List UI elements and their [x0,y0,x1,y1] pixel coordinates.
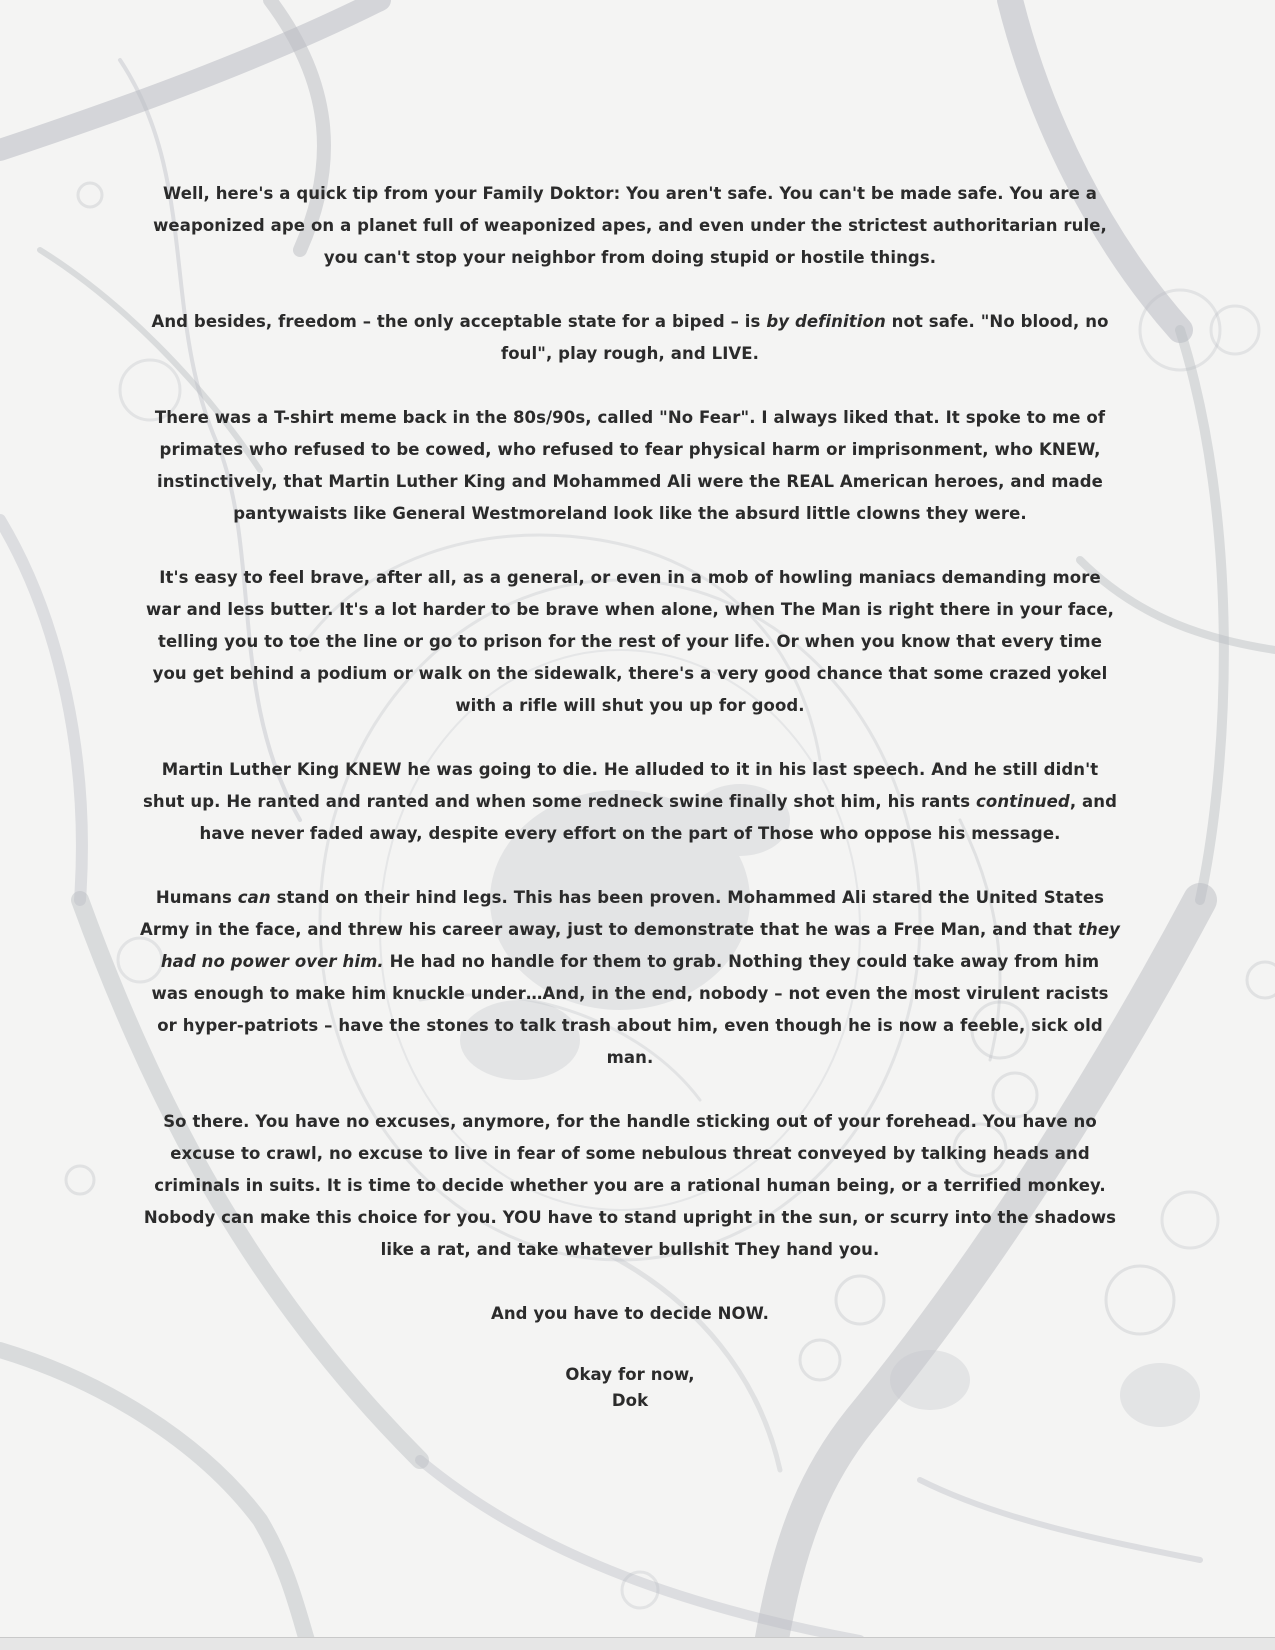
paragraph-4-text: It's easy to feel brave, after all, as a general, or even in a mob of howling maniacs demanding more war and less butter. It's a lot harder to be brave when alone, when The Man is right there in your face, telling you to toe the line or go to prison for the rest of your life. Or when you know that every time you get behind a podium or walk on the sidewalk, there's a very good chance that some crazed yokel with a rifle will shut you up for good. [145,568,1115,715]
paragraph-3-text: There was a T-shirt meme back in the 80s/90s, called "No Fear". I always liked that. It spoke to me of primates who refused to be cowed, who refused to fear physical harm or imprisonment, who KNEW, instinctively, that Martin Luther King and Mohammed Ali were the REAL American heroes, and made pantywaists like General Westmoreland look like the absurd little clowns they were. [154,408,1106,523]
signature-text: Dok [611,1391,649,1410]
paragraph-2-text-b: not safe. "No blood, no foul", play rough, and LIVE. [500,312,1109,363]
paragraph-2 [140,306,1120,370]
paragraph-5-text-a: Martin Luther King KNEW he was going to die. He alluded to it in his last speech. And he still didn't shut up. He ranted and ranted and when some redneck swine finally shot him, his rants [142,760,1099,811]
paragraph-7-text: So there. You have no excuses, anymore, for the handle sticking out of your forehead. You have no excuse to crawl, no excuse to live in fear of some nebulous threat conveyed by talking heads and criminals in suits. It is time to decide whether you are a rational human being, or a terrified monkey. Nobody can make this choice for you. YOU have to stand upright in the sun, or scurry into the shadows like a rat, and take whatever bullshit They hand you. [143,1112,1117,1259]
paragraph-1-text: Well, here's a quick tip from your Family Doktor: You aren't safe. You can't be made safe. You are a weaponized ape on a planet full of weaponized apes, and even under the strictest authoritarian rule, you can't stop your neighbor from doing stupid or hostile things. [153,184,1107,267]
paragraph-4 [140,562,1120,722]
paragraph-6-text-b: stand on their hind legs. This has been proven. Mohammed Ali stared the United States Army in the face, and threw his career away, just to demonstrate that he was a Free Man, and that [140,888,1105,939]
paragraph-8 [140,1298,1120,1330]
paragraph-8-text: And you have to decide NOW. [490,1304,770,1323]
paragraph-5-text-b: , and have never faded away, despite every effort on the part of Those who oppose his message. [199,792,1118,843]
signature-line [140,1388,1120,1414]
paragraph-2-emphasis: by definition [766,312,886,331]
paragraph-6-text-a: Humans [155,888,238,907]
scan-edge [0,1637,1275,1650]
closing-line [140,1362,1120,1388]
paragraph-6-emphasis-1: can [237,888,271,907]
letter-body [140,178,1120,1414]
paragraph-6-emphasis-2: they had no power over him. [160,920,1120,971]
paragraph-6-text-c: He had no handle for them to grab. Nothing they could take away from him was enough to make him knuckle under…And, in the end, nobody – not even the most virulent racists or hyper-patriots – have the stones to talk trash about him, even though he is now a feeble, sick old man. [151,952,1109,1067]
paragraph-5 [140,754,1120,850]
paragraph-5-emphasis: continued [976,792,1070,811]
paragraph-1 [140,178,1120,274]
closing-text: Okay for now, [565,1365,695,1384]
paragraph-7 [140,1106,1120,1266]
paragraph-2-text-a: And besides, freedom – the only acceptable state for a biped – is [151,312,767,331]
paragraph-3 [140,402,1120,530]
paragraph-6 [140,882,1120,1074]
